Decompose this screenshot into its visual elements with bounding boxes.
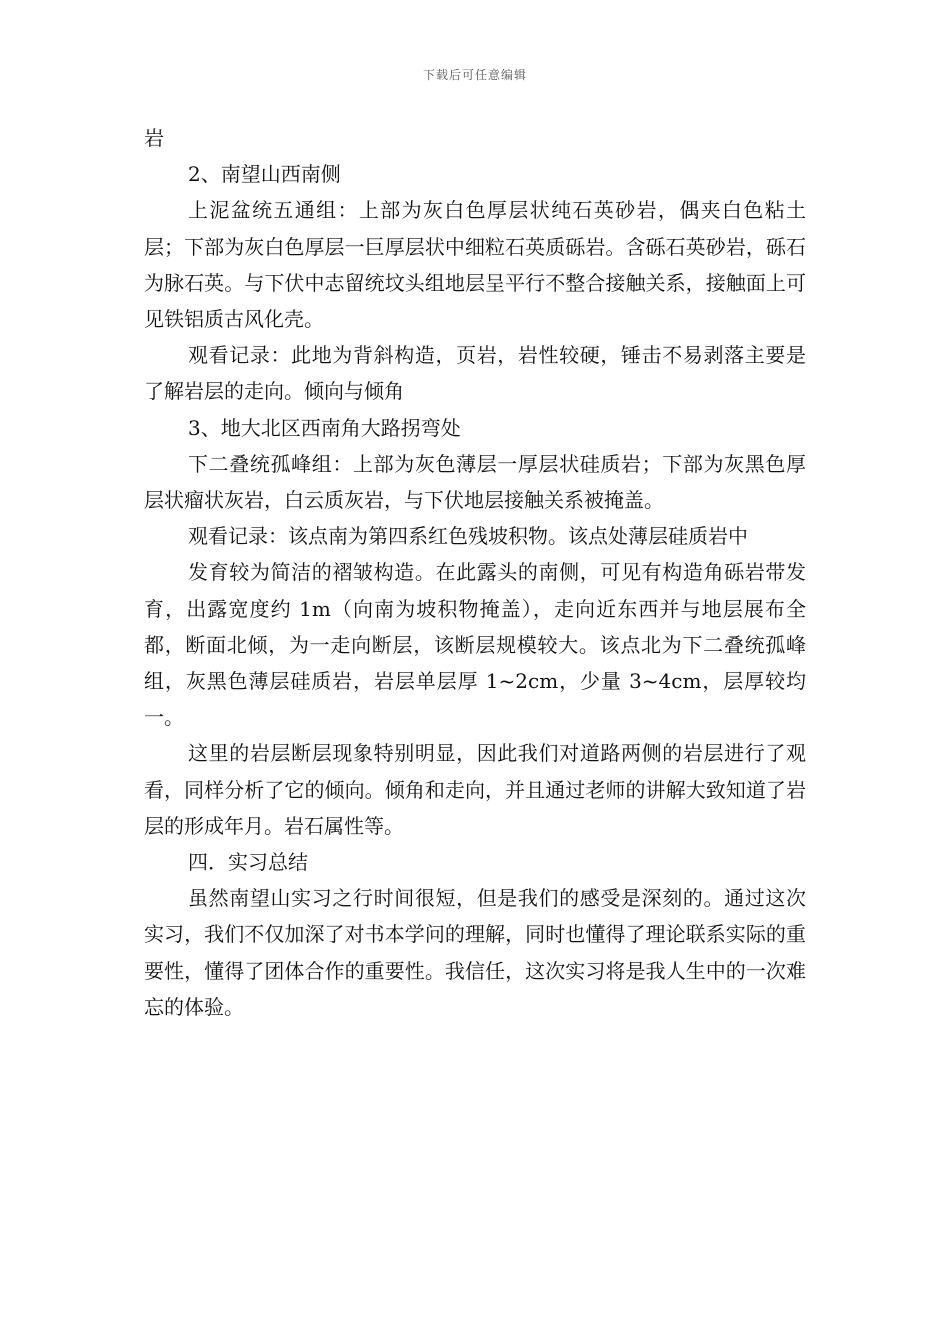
paragraph-5: 下二叠统孤峰组：上部为灰色薄层一厚层状硅质岩；下部为灰黑色厚层状瘤状灰岩，白云质灰岩，与下伏地层接触关系被掩盖。 — [144, 451, 806, 513]
section-heading-2: 2、南望山西南侧 — [188, 162, 341, 187]
paragraph-0: 岩 — [144, 126, 164, 150]
section-heading-3: 3、地大北区西南角大路拐弯处 — [188, 415, 461, 440]
paragraph-10: 虽然南望山实习之行时间很短，但是我们的感受是深刻的。通过这次实习，我们不仅加深了对书本学问的理解，同时也懂得了理论联系实际的重要性，懂得了团体合作的重要性。我信任，这次实习将是我人生中的一次难忘的体验。 — [144, 886, 806, 1019]
paragraph-2: 上泥盆统五通组：上部为灰白色厚层状纯石英砂岩，偶夹白色粘土层；下部为灰白色厚层一巨厚层状中细粒石英质砾岩。含砾石英砂岩，砾石为脉石英。与下伏中志留统坟头组地层呈平行不整合接触关系，接触面上可见铁铝质古风化壳。 — [144, 198, 806, 332]
paragraph-8: 这里的岩层断层现象特别明显，因此我们对道路两侧的岩层进行了观看，同样分析了它的倾向。倾角和走向，并且通过老师的讲解大致知道了岩层的形成年月。岩石属性等。 — [144, 741, 806, 838]
section-heading-4: 四．实习总结 — [188, 850, 308, 875]
paragraph-7: 发育较为简洁的褶皱构造。在此露头的南侧，可见有构造角砾岩带发育，出露宽度约 1m（向南为坡积物掩盖），走向近东西并与地层展布全都，断面北倾，为一走向断层，该断层规模较大。该点北为下二叠统孤峰组，灰黑色薄层硅质岩，岩层单层厚 1~2cm，少量 3~4cm，层厚较均一。 — [144, 560, 806, 730]
paragraph-6: 观看记录：该点南为第四系红色残坡积物。该点处薄层硅质岩中 — [188, 524, 748, 549]
paragraph-3: 观看记录：此地为背斜构造，页岩，岩性较硬，锤击不易剥落主要是了解岩层的走向。倾向与倾角 — [144, 343, 806, 404]
document-body — [144, 120, 806, 1025]
page-header: 下载后可任意编辑 — [422, 68, 527, 82]
